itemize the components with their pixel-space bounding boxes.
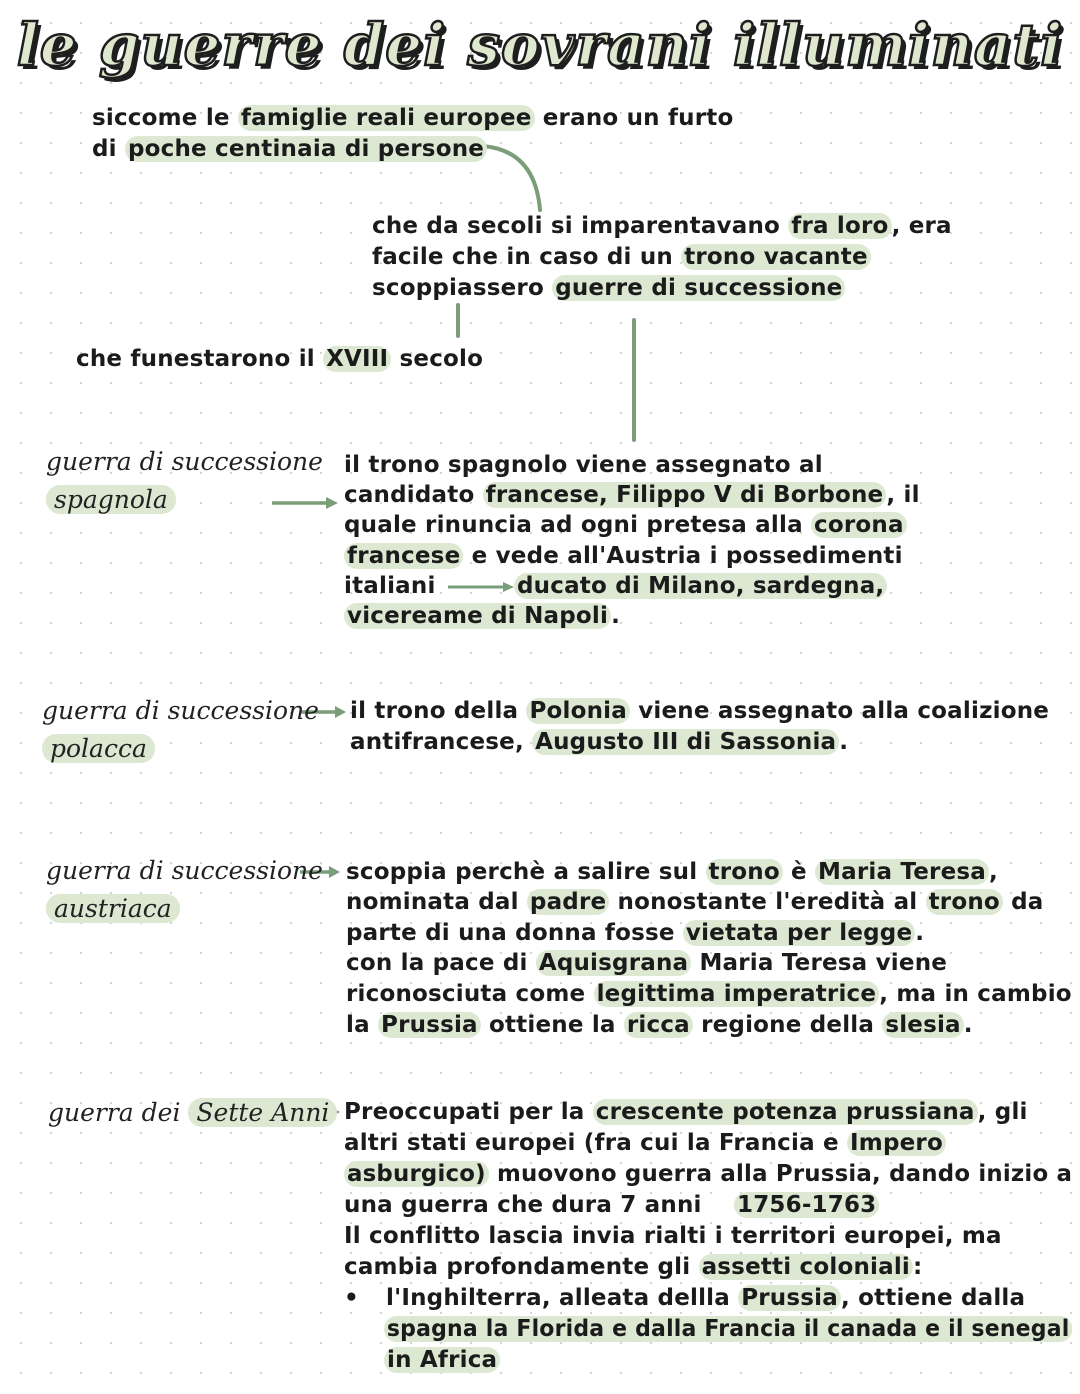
text-line: francese e vede all'Austria i possedimenti [344,541,903,572]
century-line: che funestarono il XVIII secolo [76,346,484,372]
cause-line-1: che da secoli si imparentavano fra loro , era [372,213,952,239]
war-label-austriaca: guerra di successione austriaca [46,856,323,923]
text-line: 1756-1763 [734,1190,879,1221]
arrow-italiani [448,582,514,592]
text-line: l'Inghilterra, alleata dellla Prussia , ottiene dalla [386,1285,1026,1311]
text-line: il trono spagnolo viene assegnato al [344,452,823,478]
text-line: vicereame di Napoli . [344,601,620,632]
text-line: Il conflitto lascia invia rialti i territori europei, ma [344,1223,1002,1249]
text-line: spagna la Florida e dalla Francia il canada e il senegal [384,1314,1072,1345]
bullet: • [344,1285,359,1311]
text-line: ducato di Milano, sardegna, [514,571,887,602]
text-line: quale rinuncia ad ogni pretesa alla corona [344,510,907,541]
war-label-polacca: guerra di successione polacca [42,696,319,763]
intro-line-1: siccome le famiglie reali europee erano un furto [92,105,734,131]
curve-connector [482,146,540,210]
war-label-sette-anni: guerra dei Sette Anni [48,1094,337,1132]
text-line: nominata dal padre nonostante l'eredità al trono da [346,889,1044,915]
text-line: la Prussia ottiene la ricca regione della slesia . [346,1012,973,1038]
text-line: con la pace di Aquisgrana Maria Teresa viene [346,950,948,976]
text-line: parte di una donna fosse vietata per legge . [346,920,925,946]
text-line: in Africa [384,1345,500,1376]
text-line: candidato francese, Filippo V di Borbone , il [344,482,920,508]
cause-line-3: scoppiassero guerre di successione [372,273,845,304]
text-line: italiani [344,573,436,599]
text-line: cambia profondamente gli assetti coloniali : [344,1254,923,1280]
war-label-spagnola: guerra di successione spagnola [46,447,323,514]
text-line: antifrancese, Augusto III di Sassonia . [350,729,849,755]
text-line: asburgico) muovono guerra alla Prussia, dando inizio a [344,1159,1072,1190]
text-line: il trono della Polonia viene assegnato alla coalizione [350,698,1050,724]
text-line: riconosciuta come legittima imperatrice , ma in cambio [346,981,1072,1007]
text-line: scoppia perchè a salire sul trono è Maria Teresa , [346,859,998,885]
text-line: una guerra che dura 7 anni [344,1192,702,1218]
intro-line-2: di poche centinaia di persone [92,134,487,165]
cause-line-2: facile che in caso di un trono vacante [372,242,871,273]
text-line: altri stati europei (fra cui la Francia e Impero [344,1128,946,1159]
page-title: le guerre dei sovrani illuminati [16,11,1064,79]
text-line: Preoccupati per la crescente potenza prussiana , gli [344,1099,1028,1125]
